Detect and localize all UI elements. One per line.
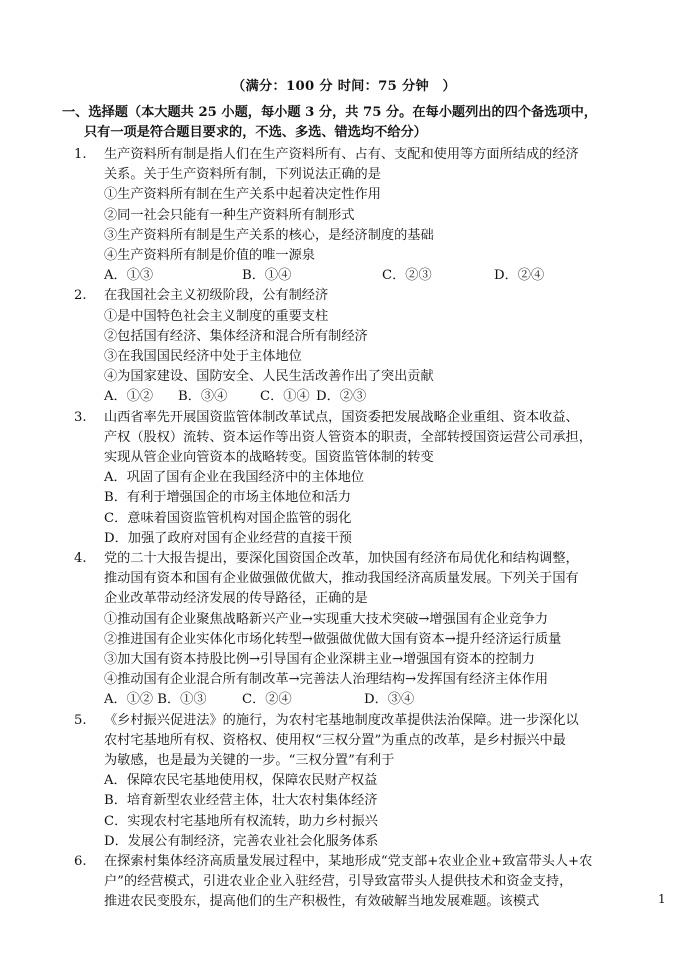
question-stem-line: 在探索村集体经济高质量发展过程中，某地形成“党支部+农业企业+致富带头人+农 [104, 854, 593, 870]
question-option: ②同一社会只能有一种生产资料所有制形式 [104, 207, 355, 223]
question-option: ①是中国特色社会主义制度的重要支柱 [104, 308, 329, 324]
question-option: A．巩固了国有企业在我国经济中的主体地位 [104, 470, 365, 486]
question-stem [104, 408, 654, 469]
question-stem-line: 户”的经营模式，引进农业企业入驻经营，引导致富带头人提供技术和资金支持， [104, 874, 573, 890]
question-option: B．培育新型农业经营主体，壮大农村集体经济 [104, 793, 378, 809]
question-option: ④生产资料所有制是价值的唯一源泉 [104, 248, 315, 264]
question-option: C．意味着国资监管机构对国企监管的弱化 [104, 510, 352, 526]
question-option: ③生产资料所有制是生产关系的核心，是经济制度的基础 [104, 227, 434, 243]
question-stem-line: 生产资料所有制是指人们在生产资料所有、占有、支配和使用等方面所结成的经济 [104, 147, 579, 162]
question-stem-line: 为敏感，也是最为关键的一步。“三权分置”有利于 [104, 753, 395, 769]
question-2 [62, 286, 654, 407]
answer-choices [104, 266, 654, 286]
question-5 [62, 711, 654, 852]
answer-choice: C．①④ [260, 389, 310, 405]
question-number: 3. [74, 409, 87, 425]
question-list [62, 145, 654, 913]
question-stem-line: 推动国有资本和国有企业做强做优做大，推动我国经济高质量发展。下列关于国有 [104, 571, 579, 587]
question-option: ④推动国有企业混合所有制改革→完善法人治理结构→发挥国有经济主体作用 [104, 672, 549, 688]
answer-choice: D．②③ [316, 389, 367, 405]
question-option: ③加大国有资本持股比例→引导国有企业深耕主业→增强国有资本的控制力 [104, 652, 535, 668]
question-option: C．实现农村宅基地所有权流转，助力乡村振兴 [104, 813, 378, 829]
question-option: D．加强了政府对国有企业经营的直接干预 [104, 530, 352, 546]
question-6 [62, 852, 654, 913]
answer-choice: D．③④ [364, 692, 415, 708]
question-stem [104, 549, 654, 610]
answer-choice: A．①② [104, 389, 154, 405]
question-stem-line: 《乡村振兴促进法》的施行，为农村宅基地制度改革提供法治保障。进一步深化以 [104, 712, 579, 728]
answer-choice: A．①② B．①③ [104, 692, 207, 708]
question-number: 4. [74, 551, 87, 567]
section-heading [62, 103, 652, 143]
question-option: ④为国家建设、国防安全、人民生活改善作出了突出贡献 [104, 369, 434, 385]
question-stem-line: 关系。关于生产资料所有制，下列说法正确的是 [104, 167, 381, 183]
question-stem-line: 产权（股权）流转、资本运作等出资人管资本的职责，全部转授国资运营公司承担， [104, 429, 592, 445]
answer-choice: C．②④ [242, 692, 292, 708]
section-heading-line: 只有一项是符合题目要求的，不选、多选、错选均不给分） [84, 125, 427, 141]
question-option: ②包括国有经济、集体经济和混合所有制经济 [104, 328, 368, 344]
answer-choice: C．②③ [382, 268, 432, 284]
question-stem [104, 286, 654, 306]
question-3 [62, 408, 654, 549]
question-option: ①推动国有企业聚焦战略新兴产业→实现重大技术突破→增强国有企业竞争力 [104, 611, 549, 627]
question-stem-line: 推进农民变股东，提高他们的生产积极性，有效破解当地发展难题。该模式 [104, 894, 540, 910]
question-number: 6. [74, 854, 87, 870]
question-stem-line: 农村宅基地所有权、资格权、使用权“三权分置”为重点的改革，是乡村振兴中最 [104, 732, 566, 748]
question-number: 1. [74, 147, 87, 162]
answer-choices [104, 387, 654, 407]
answer-choice: B．①④ [242, 268, 292, 284]
answer-choice: A．①③ [104, 268, 154, 284]
question-stem [104, 852, 654, 913]
question-option: D．发展公有制经济，完善农业社会化服务体系 [104, 833, 379, 849]
page-number: 1 [658, 892, 666, 906]
question-stem-line: 在我国社会主义初级阶段，公有制经济 [104, 288, 329, 304]
question-option: ①生产资料所有制在生产关系中起着决定性作用 [104, 187, 381, 203]
answer-choice: D．②④ [494, 268, 545, 284]
answer-choices [104, 690, 654, 710]
question-stem [104, 145, 654, 185]
question-4 [62, 549, 654, 711]
question-option: B．有利于增强国企的市场主体地位和活力 [104, 490, 352, 506]
question-number: 5. [74, 712, 87, 728]
question-option: ③在我国国民经济中处于主体地位 [104, 349, 302, 365]
exam-header: （满分：100 分 时间：75 分钟 ） [232, 79, 456, 94]
question-option: ②推进国有企业实体化市场化转型→做强做优做大国有资本→提升经济运行质量 [104, 631, 562, 647]
question-stem-line: 企业改革带动经济发展的传导路径，正确的是 [104, 591, 368, 607]
question-stem [104, 711, 654, 772]
question-number: 2. [74, 288, 87, 304]
question-stem-line: 党的二十大报告提出，要深化国资国企改革，加快国有经济布局优化和结构调整， [104, 551, 579, 567]
section-heading-line: 一、选择题（本大题共 25 小题，每小题 3 分，共 75 分。在每小题列出的四个备选项中， [62, 105, 597, 120]
answer-choice: B．③④ [178, 389, 228, 405]
question-1 [62, 145, 654, 286]
question-option: A．保障农民宅基地使用权，保障农民财产权益 [104, 773, 378, 789]
question-stem-line: 山西省率先开展国资监管体制改革试点，国资委把发展战略企业重组、资本收益、 [104, 409, 579, 425]
question-stem-line: 实现从管企业向管资本的战略转变。国资监管体制的转变 [104, 450, 434, 466]
